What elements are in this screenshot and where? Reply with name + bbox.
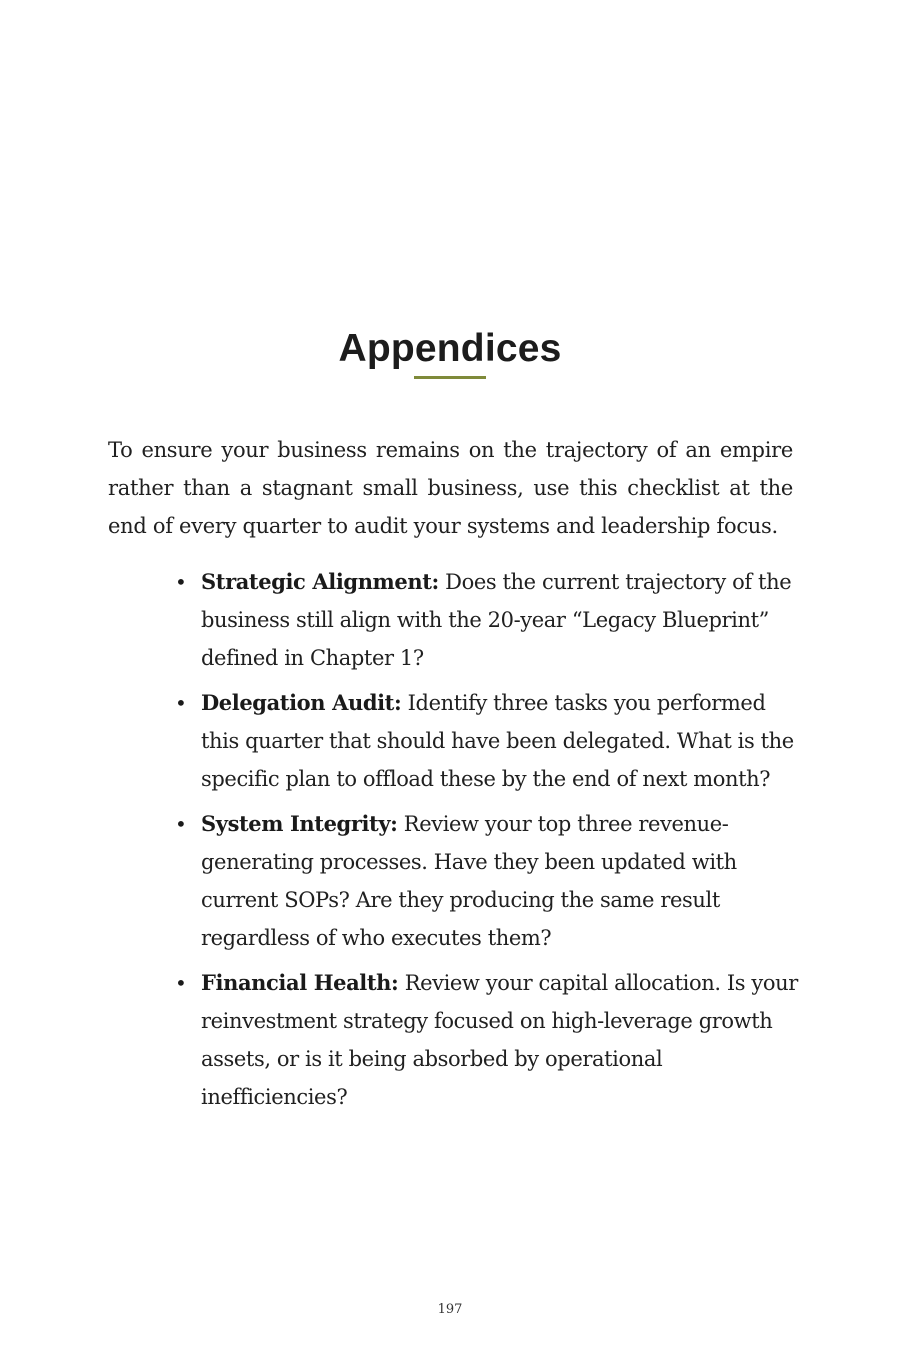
checklist-item-text: Review your capital allocation. Is your reinvestment strategy focused on high-leverage growth assets, or is it being absorbed by operational inefficiencies? <box>201 971 798 1109</box>
quarterly-checklist <box>175 563 799 1123</box>
checklist-item-title: Delegation Audit: <box>201 690 402 715</box>
checklist-item-title: System Integrity: <box>201 811 398 836</box>
bullet-icon: • <box>175 570 187 594</box>
checklist-item-text: Review your top three revenue-generating processes. Have they been updated with current SOPs? Are they producing the same result regardless of who executes them? <box>201 812 737 950</box>
checklist-item-strategic-alignment <box>175 563 799 677</box>
bullet-icon: • <box>175 812 187 836</box>
checklist-item-system-integrity <box>175 805 799 957</box>
bullet-icon: • <box>175 691 187 715</box>
checklist-item-financial-health <box>175 964 799 1116</box>
checklist-item-title: Strategic Alignment: <box>201 569 439 594</box>
checklist-item-text: Does the current trajectory of the business still align with the 20-year “Legacy Blueprint” defined in Chapter 1? <box>201 570 792 670</box>
page-title: Appendices <box>338 327 562 371</box>
intro-paragraph: To ensure your business remains on the trajectory of an empire rather than a stagnant small business, use this checklist at the end of every quarter to audit your systems and leadership focus. <box>108 438 793 538</box>
page-number: 197 <box>437 1302 463 1317</box>
bullet-icon: • <box>175 971 187 995</box>
checklist-item-title: Financial Health: <box>201 970 399 995</box>
title-divider <box>414 376 486 379</box>
checklist-item-delegation-audit <box>175 684 799 798</box>
checklist-item-text: Identify three tasks you performed this quarter that should have been delegated. What is the specific plan to offload these by the end of next month? <box>201 691 794 791</box>
